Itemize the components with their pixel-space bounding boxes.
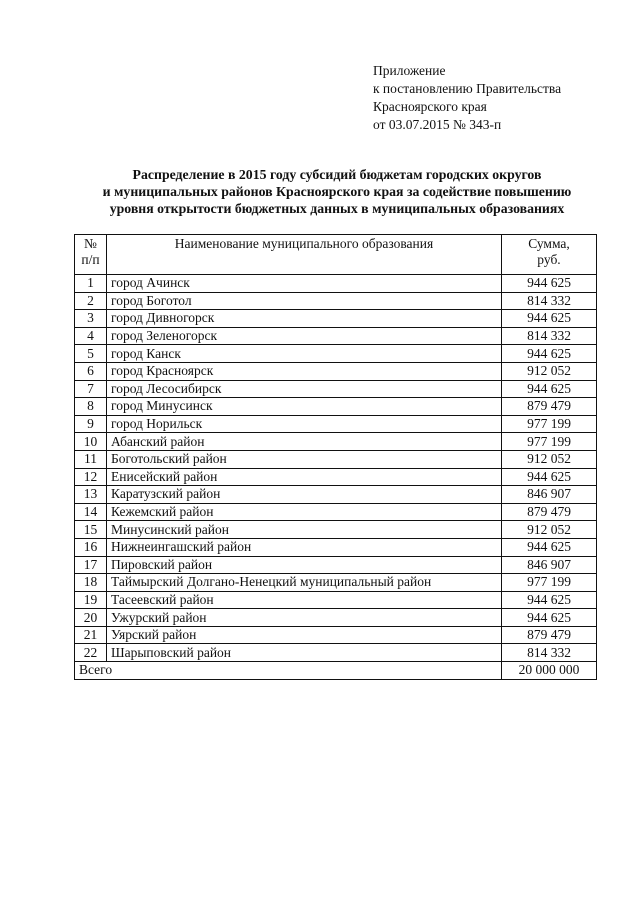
table-row [75,327,597,345]
table-row [75,591,597,609]
row-amount: 944 625 [502,380,597,398]
row-amount: 912 052 [502,450,597,468]
row-municipality: Тасеевский район [107,591,502,609]
row-amount: 977 199 [502,574,597,592]
row-number: 8 [75,398,107,416]
row-number: 22 [75,644,107,662]
row-amount: 944 625 [502,468,597,486]
row-number: 9 [75,415,107,433]
row-municipality: Пировский район [107,556,502,574]
row-amount: 814 332 [502,292,597,310]
row-number: 5 [75,345,107,363]
total-label: Всего [75,662,502,680]
row-number: 19 [75,591,107,609]
row-amount: 879 479 [502,398,597,416]
row-number: 18 [75,574,107,592]
row-municipality: Шарыповский район [107,644,502,662]
table-row [75,345,597,363]
table-row [75,398,597,416]
table-row [75,362,597,380]
row-number: 20 [75,609,107,627]
row-amount: 944 625 [502,345,597,363]
row-municipality: город Боготол [107,292,502,310]
appendix-label: Приложение [373,63,446,78]
row-number: 4 [75,327,107,345]
row-municipality: Абанский район [107,433,502,451]
row-number: 7 [75,380,107,398]
row-municipality: Ужурский район [107,609,502,627]
header-number-abbrev: п/п [81,252,100,267]
row-number: 21 [75,626,107,644]
table-row [75,574,597,592]
row-amount: 944 625 [502,591,597,609]
document-title [40,166,634,217]
title-line-3: уровня открытости бюджетных данных в муниципальных образованиях [109,201,565,216]
table-row [75,626,597,644]
row-municipality: Таймырский Долгано-Ненецкий муниципальный район [107,574,502,592]
row-amount: 846 907 [502,556,597,574]
row-amount: 879 479 [502,503,597,521]
row-amount: 912 052 [502,521,597,539]
row-number: 2 [75,292,107,310]
table-row [75,521,597,539]
table-row [75,380,597,398]
row-municipality: Кежемский район [107,503,502,521]
row-amount: 944 625 [502,310,597,328]
table-body [75,275,597,680]
row-amount: 814 332 [502,644,597,662]
row-amount: 977 199 [502,415,597,433]
table-header-row [75,235,597,275]
table-row [75,415,597,433]
row-municipality: город Минусинск [107,398,502,416]
row-amount: 912 052 [502,362,597,380]
row-number: 16 [75,538,107,556]
row-number: 17 [75,556,107,574]
header-amount [502,235,597,275]
table-row [75,503,597,521]
subsidy-distribution-table [74,234,597,680]
row-amount: 814 332 [502,327,597,345]
appendix-date-number: от 03.07.2015 № 343-п [373,117,502,132]
table-row [75,310,597,328]
row-municipality: Нижнеингашский район [107,538,502,556]
row-municipality: город Дивногорск [107,310,502,328]
header-municipality-name: Наименование муниципального образования [107,235,502,275]
table-row [75,556,597,574]
row-municipality: Уярский район [107,626,502,644]
title-line-1: Распределение в 2015 году субсидий бюджетам городских округов [132,167,542,182]
row-number: 1 [75,275,107,293]
row-number: 6 [75,362,107,380]
row-number: 10 [75,433,107,451]
appendix-block [373,62,561,134]
row-municipality: Боготольский район [107,450,502,468]
table-row [75,450,597,468]
row-number: 14 [75,503,107,521]
row-amount: 879 479 [502,626,597,644]
table-row [75,644,597,662]
table-row [75,275,597,293]
total-amount: 20 000 000 [502,662,597,680]
row-amount: 977 199 [502,433,597,451]
table-row [75,486,597,504]
row-municipality: город Канск [107,345,502,363]
row-number: 13 [75,486,107,504]
row-municipality: город Красноярск [107,362,502,380]
header-number-symbol: № [84,236,97,251]
header-amount-label: Сумма, [528,236,570,251]
row-amount: 846 907 [502,486,597,504]
row-number: 3 [75,310,107,328]
row-municipality: Енисейский район [107,468,502,486]
table-row [75,468,597,486]
row-amount: 944 625 [502,275,597,293]
table-row [75,433,597,451]
row-municipality: Каратузский район [107,486,502,504]
row-number: 11 [75,450,107,468]
row-municipality: город Лесосибирск [107,380,502,398]
table-row [75,538,597,556]
row-number: 12 [75,468,107,486]
table-total-row [75,662,597,680]
row-municipality: город Зеленогорск [107,327,502,345]
header-amount-unit: руб. [537,252,561,267]
row-amount: 944 625 [502,538,597,556]
header-number [75,235,107,275]
row-municipality: город Ачинск [107,275,502,293]
row-number: 15 [75,521,107,539]
title-line-2: и муниципальных районов Красноярского края за содействие повышению [102,184,572,199]
row-amount: 944 625 [502,609,597,627]
table-row [75,292,597,310]
appendix-resolution-line: к постановлению Правительства [373,81,562,96]
table-row [75,609,597,627]
appendix-region-line: Красноярского края [373,99,487,114]
row-municipality: Минусинский район [107,521,502,539]
row-municipality: город Норильск [107,415,502,433]
